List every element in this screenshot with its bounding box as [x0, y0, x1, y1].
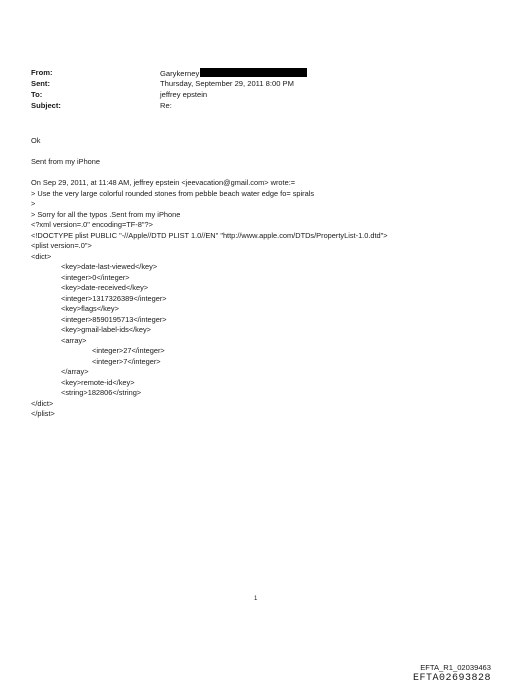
to-label: To:: [31, 90, 43, 99]
from-name: Garykerney: [160, 69, 200, 78]
body-line: <integer>27</integer>: [92, 346, 165, 355]
from-label: From:: [31, 68, 53, 77]
from-value: [160, 68, 307, 79]
body-line: <integer>1317326389</integer>: [61, 293, 167, 303]
email-body: [31, 136, 491, 420]
body-line: <key>remote-id</key>: [61, 377, 135, 387]
body-line: <string>182806</string>: [61, 388, 142, 397]
body-line: <!DOCTYPE plist PUBLIC "-//Apple//DTD PLIST 1.0//EN" "http://www.apple.com/DTDs/PropertyList-1.0.dtd">: [31, 230, 388, 240]
sent-label: Sent:: [31, 79, 50, 88]
body-line: <integer>0</integer>: [61, 272, 130, 282]
to-value: jeffrey epstein: [160, 90, 208, 99]
body-line: > Use the very large colorful rounded stones from pebble beach water edge fo= spirals: [31, 188, 315, 198]
body-line: <key>gmail-label-ids</key>: [61, 325, 151, 334]
body-line: >: [31, 199, 36, 208]
body-line: </plist>: [31, 409, 55, 418]
body-line: </dict>: [31, 398, 54, 408]
body-line: Ok: [31, 136, 41, 145]
sent-value: Thursday, September 29, 2011 8:00 PM: [160, 79, 294, 88]
body-line: <plist version=.0">: [31, 241, 92, 250]
subject-value: Re:: [160, 101, 172, 110]
body-line: Sent from my iPhone: [31, 157, 101, 166]
redaction-bar: [200, 68, 307, 77]
subject-label: Subject:: [31, 101, 61, 110]
body-line: <array>: [61, 335, 87, 345]
body-line: On Sep 29, 2011, at 11:48 AM, jeffrey epstein <jeevacation@gmail.com> wrote:=: [31, 178, 296, 187]
body-line: <key>date-last-viewed</key>: [61, 262, 158, 271]
bates-id-secondary: EFTA02693828: [412, 673, 491, 684]
body-line: <dict>: [31, 251, 52, 261]
body-line: <?xml version=.0" encoding=TF-8"?>: [31, 220, 153, 229]
body-line: > Sorry for all the typos .Sent from my iPhone: [31, 209, 181, 219]
body-line: </array>: [61, 367, 89, 376]
body-line: <integer>7</integer>: [92, 356, 161, 366]
body-line: <key>flags</key>: [61, 304, 119, 313]
page-number: 1: [254, 596, 258, 602]
body-line: <integer>8590195713</integer>: [61, 314, 167, 324]
bates-id-primary: EFTA_R1_02039463: [420, 663, 491, 672]
body-line: <key>date-received</key>: [61, 283, 149, 292]
